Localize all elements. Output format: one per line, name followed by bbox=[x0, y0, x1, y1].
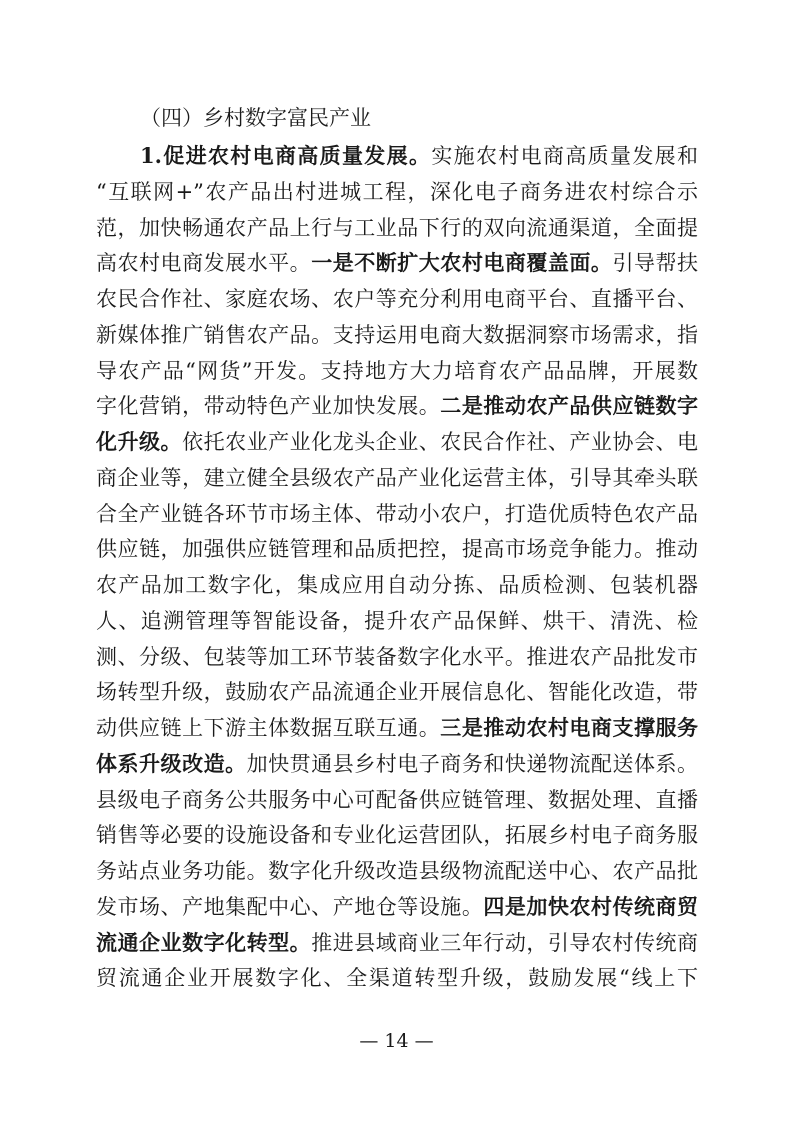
body-text-run: 贸流通企业开展数字化、全渠道转型升级，鼓励发展“线上下 bbox=[96, 966, 698, 990]
body-text-run: 依托农业产业化龙头企业、农民合作社、产业协会、电 bbox=[182, 430, 698, 454]
body-text-run: 场转型升级，鼓励农产品流通企业开展信息化、智能化改造，带 bbox=[96, 680, 698, 704]
bold-lead-text: 二是推动农产品供应链数字 bbox=[440, 393, 698, 418]
bold-lead-text: 一是不断扩大农村电商覆盖面。 bbox=[311, 250, 613, 275]
body-line bbox=[96, 282, 698, 316]
body-line bbox=[96, 890, 698, 924]
body-line bbox=[96, 783, 698, 817]
body-text-run: 农民合作社、家庭农场、农户等充分利用电商平台、直播平台、 bbox=[96, 287, 698, 311]
body-text-run: 销售等必要的设施设备和专业化运营团队，拓展乡村电子商务服 bbox=[96, 823, 698, 847]
body-line bbox=[96, 175, 698, 209]
body-line bbox=[96, 461, 698, 495]
body-line bbox=[96, 604, 698, 638]
body-text-run: 字化营销，带动特色产业加快发展。 bbox=[96, 394, 441, 418]
body-line bbox=[96, 568, 698, 602]
body-line bbox=[96, 818, 698, 852]
body-text-run: 供应链，加强供应链管理和品质把控，提高市场竞争能力。推动 bbox=[96, 537, 698, 561]
bold-lead-text: 化升级。 bbox=[96, 429, 183, 454]
bold-lead-text: 四是加快农村传统商贸 bbox=[483, 894, 698, 919]
section-heading-text: （四）乡村数字富民产业 bbox=[140, 106, 371, 130]
body-text-run: 导农产品“网货”开发。支持地方大力培育农产品品牌，开展数 bbox=[96, 359, 698, 383]
body-text-run: 合全产业链各环节市场主体、带动小农户，打造优质特色农产品 bbox=[96, 502, 698, 526]
body-line bbox=[96, 497, 698, 531]
body-line bbox=[96, 926, 698, 960]
body-line bbox=[96, 640, 698, 674]
body-text-run: 务站点业务功能。数字化升级改造县级物流配送中心、农产品批 bbox=[96, 859, 698, 883]
bold-lead-text: 流通企业数字化转型。 bbox=[96, 930, 312, 955]
body-text-run: 测、分级、包装等加工环节装备数字化水平。推进农产品批发市 bbox=[96, 645, 698, 669]
body-line bbox=[96, 318, 698, 352]
bold-lead-text: 1.促进农村电商高质量发展。 bbox=[140, 143, 432, 168]
body-line bbox=[96, 711, 698, 745]
page-number: — 14 — bbox=[359, 1030, 434, 1052]
body-line bbox=[96, 246, 698, 280]
body-text-run: 动供应链上下游主体数据互联互通。 bbox=[96, 716, 441, 740]
bold-lead-text: 体系升级改造。 bbox=[96, 751, 247, 776]
body-text-run: “互联网+”农产品出村进城工程，深化电子商务进农村综合示 bbox=[96, 180, 698, 204]
body-line bbox=[96, 961, 698, 995]
body-text-run: 人、追溯管理等智能设备，提升农产品保鲜、烘干、清洗、检 bbox=[96, 609, 698, 633]
body-line bbox=[96, 747, 698, 781]
body-text-run: 高农村电商发展水平。 bbox=[96, 251, 312, 275]
body-text-run: 发市场、产地集配中心、产地仓等设施。 bbox=[96, 895, 484, 919]
section-heading bbox=[140, 101, 371, 135]
body-line bbox=[96, 211, 698, 245]
body-line bbox=[96, 354, 698, 388]
body-text-run: 加快贯通县乡村电子商务和快递物流配送体系。 bbox=[246, 752, 698, 776]
body-text-run: 县级电子商务公共服务中心可配备供应链管理、数据处理、直播 bbox=[96, 788, 698, 812]
body-text-run: 实施农村电商高质量发展和 bbox=[431, 144, 698, 168]
body-line bbox=[96, 854, 698, 888]
body-text-run: 商企业等，建立健全县级农产品产业化运营主体，引导其牵头联 bbox=[96, 466, 698, 490]
body-line bbox=[140, 139, 698, 173]
body-line bbox=[96, 425, 698, 459]
body-text-run: 农产品加工数字化，集成应用自动分拣、品质检测、包装机器 bbox=[96, 573, 698, 597]
body-line bbox=[96, 532, 698, 566]
body-text-run: 新媒体推广销售农产品。支持运用电商大数据洞察市场需求，指 bbox=[96, 323, 698, 347]
body-line bbox=[96, 675, 698, 709]
body-text-run: 推进县域商业三年行动，引导农村传统商 bbox=[311, 931, 698, 955]
body-text-run: 范，加快畅通农产品上行与工业品下行的双向流通渠道，全面提 bbox=[96, 216, 698, 240]
bold-lead-text: 三是推动农村电商支撑服务 bbox=[440, 715, 698, 740]
body-text-run: 引导帮扶 bbox=[612, 251, 698, 275]
body-line bbox=[96, 389, 698, 423]
